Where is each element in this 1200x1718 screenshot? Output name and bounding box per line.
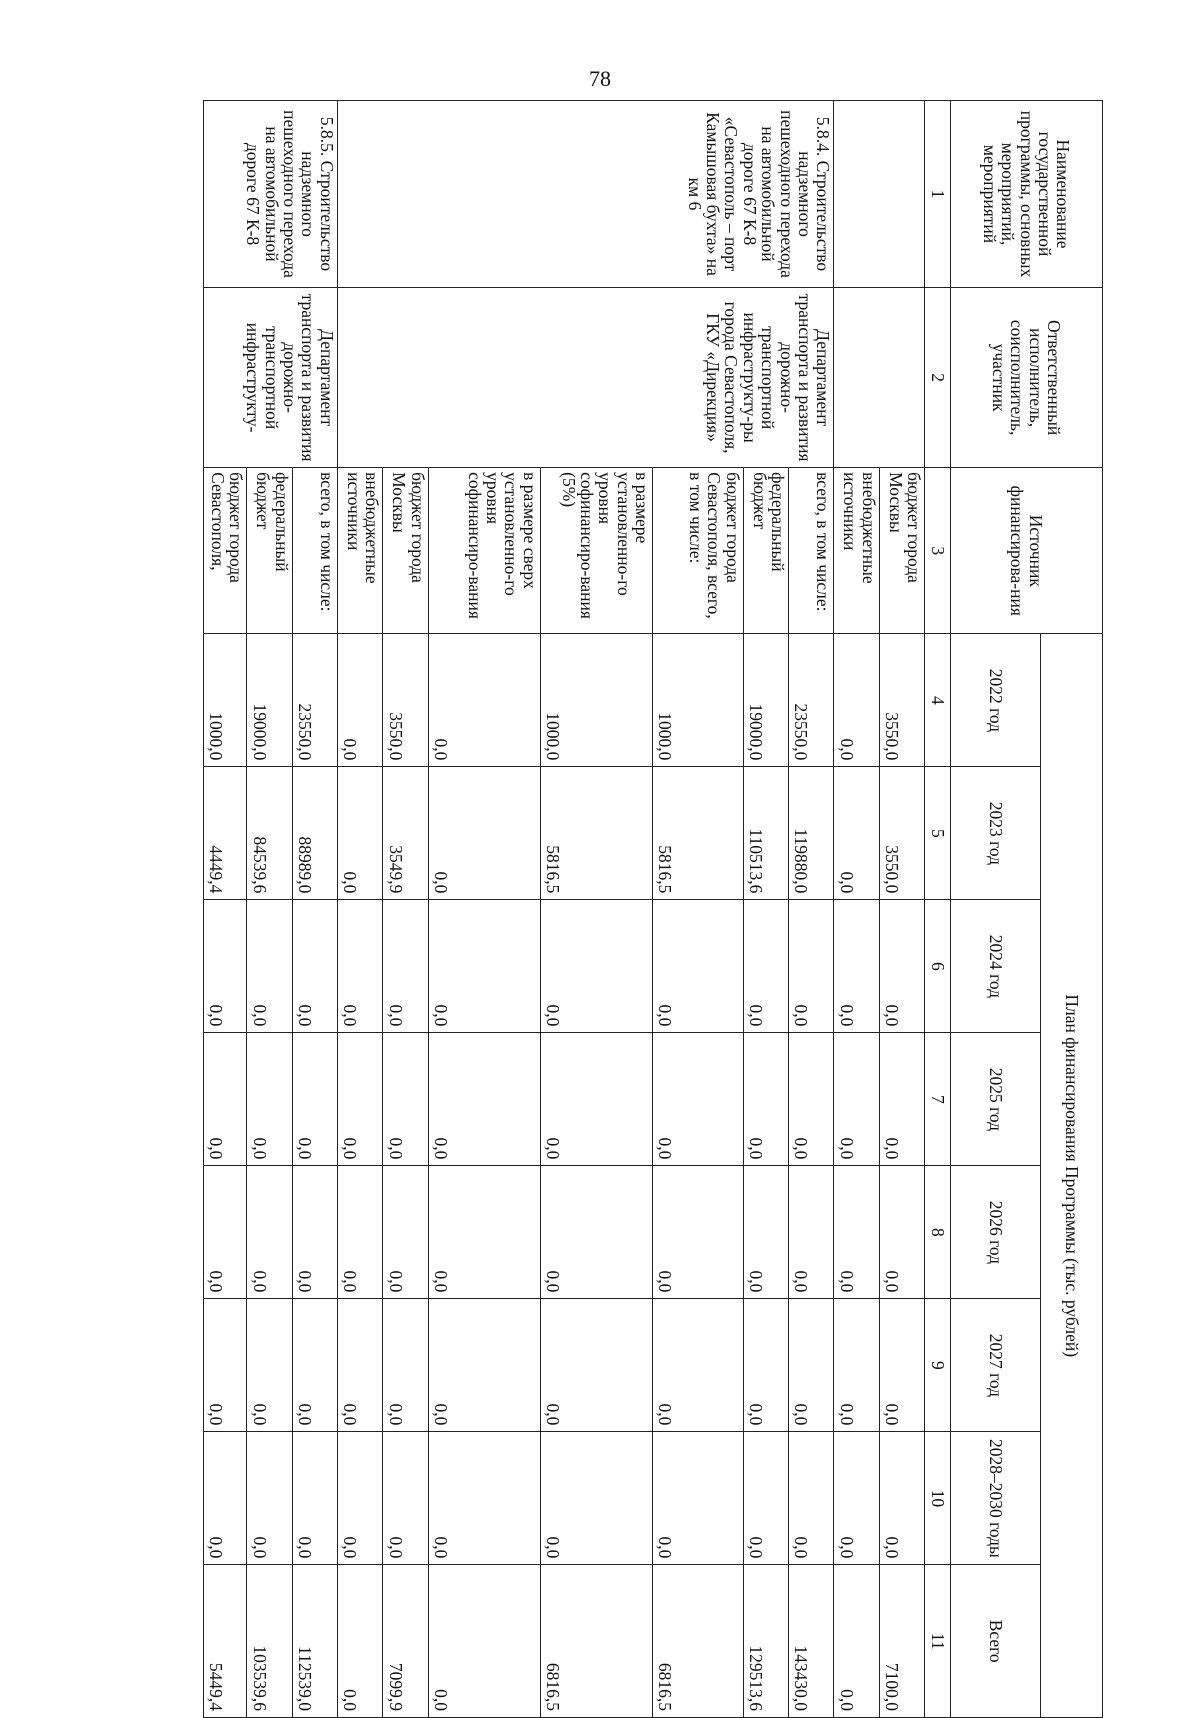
value-cell: 0,0 (337, 634, 382, 767)
value-cell: 0,0 (428, 1033, 540, 1166)
value-cell: 3550,0 (383, 634, 428, 767)
executor-cell: Департамент транспорта и развития дорожно-транспортной инфраструкту-ры города Севастополя, ГКУ «Дирекция» (337, 288, 833, 468)
value-cell: 0,0 (653, 1299, 744, 1432)
rotated-table-wrapper (203, 100, 1103, 1718)
source-cell: бюджет города Севастополя, (204, 468, 247, 634)
column-number: 9 (925, 1299, 951, 1432)
value-cell: 143430,0 (789, 1565, 834, 1718)
value-cell: 84539,6 (247, 767, 292, 900)
value-cell: 0,0 (428, 634, 540, 767)
header-year: 2025 год (951, 1033, 1041, 1166)
value-cell: 0,0 (247, 900, 292, 1033)
header-year: 2026 год (951, 1166, 1041, 1299)
value-cell: 0,0 (428, 900, 540, 1033)
page-number: 78 (589, 66, 611, 91)
value-cell: 0,0 (789, 900, 834, 1033)
header-plan: План финансирования Программы (тыс. рублей) (1041, 634, 1103, 1718)
value-cell: 0,0 (204, 1299, 247, 1432)
value-cell: 3549,9 (383, 767, 428, 900)
value-cell: 0,0 (428, 1565, 540, 1718)
source-cell: федеральный бюджет (247, 468, 292, 634)
value-cell: 0,0 (292, 1432, 337, 1565)
source-cell: федеральный бюджет (743, 468, 788, 634)
value-cell: 3550,0 (879, 634, 924, 767)
value-cell: 0,0 (428, 767, 540, 900)
value-cell: 0,0 (879, 1166, 924, 1299)
source-cell: бюджет города Москвы (383, 468, 428, 634)
value-cell: 0,0 (204, 1166, 247, 1299)
value-cell: 1000,0 (204, 634, 247, 767)
value-cell: 0,0 (337, 767, 382, 900)
value-cell: 19000,0 (247, 634, 292, 767)
column-number: 8 (925, 1166, 951, 1299)
header-year: 2023 год (951, 767, 1041, 900)
executor-cell (834, 288, 925, 468)
value-cell: 0,0 (834, 900, 879, 1033)
value-cell: 0,0 (834, 1299, 879, 1432)
value-cell: 112539,0 (292, 1565, 337, 1718)
value-cell: 0,0 (383, 1432, 428, 1565)
value-cell: 5449,4 (204, 1565, 247, 1718)
source-cell: в размере сверх установленно-го уровня софинансиро-вания (428, 468, 540, 634)
value-cell: 0,0 (292, 1033, 337, 1166)
value-cell: 0,0 (743, 1432, 788, 1565)
value-cell: 0,0 (428, 1299, 540, 1432)
value-cell: 0,0 (292, 1299, 337, 1432)
value-cell: 23550,0 (292, 634, 337, 767)
value-cell: 0,0 (879, 1033, 924, 1166)
value-cell: 0,0 (789, 1299, 834, 1432)
value-cell: 0,0 (428, 1432, 540, 1565)
source-cell: всего, в том числе: (292, 468, 337, 634)
value-cell: 129513,6 (743, 1565, 788, 1718)
header-total: Всего (951, 1565, 1041, 1718)
value-cell: 5816,5 (653, 767, 744, 900)
header-source: Источник финансирова-ния (951, 468, 1103, 634)
header-year: 2027 год (951, 1299, 1041, 1432)
program-name-cell (834, 101, 925, 288)
value-cell: 0,0 (653, 1166, 744, 1299)
value-cell: 0,0 (540, 1299, 652, 1432)
value-cell: 0,0 (743, 900, 788, 1033)
value-cell: 0,0 (540, 1432, 652, 1565)
column-number: 11 (925, 1565, 951, 1718)
value-cell: 0,0 (337, 1565, 382, 1718)
source-cell: в размере установленно-го уровня софинансиро-вания (5%) (540, 468, 652, 634)
source-cell: внебюджетные источники (834, 468, 879, 634)
value-cell: 0,0 (540, 900, 652, 1033)
value-cell: 0,0 (834, 1432, 879, 1565)
value-cell: 7099,9 (383, 1565, 428, 1718)
value-cell: 103539,6 (247, 1565, 292, 1718)
header-program-name: Наименование государственной программы, основных мероприятий, мероприятий (951, 101, 1103, 288)
value-cell: 0,0 (653, 1432, 744, 1565)
value-cell: 0,0 (834, 1033, 879, 1166)
value-cell: 0,0 (428, 1166, 540, 1299)
value-cell: 110513,6 (743, 767, 788, 900)
column-number: 3 (925, 468, 951, 634)
header-year: 2022 год (951, 634, 1041, 767)
value-cell: 0,0 (292, 1166, 337, 1299)
value-cell: 23550,0 (789, 634, 834, 767)
column-number: 4 (925, 634, 951, 767)
value-cell: 0,0 (247, 1299, 292, 1432)
value-cell: 88989,0 (292, 767, 337, 900)
value-cell: 0,0 (204, 1432, 247, 1565)
header-year: 2028–2030 годы (951, 1432, 1041, 1565)
header-executor: Ответственный исполнитель, соисполнитель, участник (951, 288, 1103, 468)
value-cell: 0,0 (653, 900, 744, 1033)
value-cell: 3550,0 (879, 767, 924, 900)
value-cell: 0,0 (653, 1033, 744, 1166)
value-cell: 0,0 (383, 1033, 428, 1166)
table-body (204, 101, 925, 1718)
value-cell: 0,0 (337, 1299, 382, 1432)
header-year: 2024 год (951, 900, 1041, 1033)
program-name-cell: 5.8.5. Строительство надземного пешеходного перехода на автомобильной дороге 67 К-8 (204, 101, 338, 288)
value-cell: 119880,0 (789, 767, 834, 900)
value-cell: 0,0 (337, 1033, 382, 1166)
value-cell: 0,0 (834, 767, 879, 900)
value-cell: 0,0 (337, 1432, 382, 1565)
value-cell: 0,0 (743, 1033, 788, 1166)
source-cell: бюджет города Севастополя, всего, в том числе: (653, 468, 744, 634)
column-number: 2 (925, 288, 951, 468)
table-row (789, 101, 834, 1718)
value-cell: 6816,5 (540, 1565, 652, 1718)
value-cell: 1000,0 (540, 634, 652, 767)
source-cell: всего, в том числе: (789, 468, 834, 634)
column-number: 7 (925, 1033, 951, 1166)
value-cell: 19000,0 (743, 634, 788, 767)
column-number: 5 (925, 767, 951, 900)
value-cell: 0,0 (743, 1299, 788, 1432)
value-cell: 0,0 (247, 1432, 292, 1565)
value-cell: 0,0 (337, 900, 382, 1033)
value-cell: 0,0 (789, 1432, 834, 1565)
value-cell: 0,0 (540, 1166, 652, 1299)
value-cell: 0,0 (204, 1033, 247, 1166)
value-cell: 0,0 (789, 1033, 834, 1166)
column-number: 1 (925, 101, 951, 288)
source-cell: бюджет города Москвы (879, 468, 924, 634)
column-number: 10 (925, 1432, 951, 1565)
value-cell: 4449,4 (204, 767, 247, 900)
table-row (879, 101, 924, 1718)
value-cell: 0,0 (383, 1166, 428, 1299)
value-cell: 0,0 (337, 1166, 382, 1299)
value-cell: 0,0 (879, 900, 924, 1033)
value-cell: 0,0 (292, 900, 337, 1033)
column-number: 6 (925, 900, 951, 1033)
value-cell: 0,0 (834, 1565, 879, 1718)
value-cell: 0,0 (834, 634, 879, 767)
source-cell: внебюджетные источники (337, 468, 382, 634)
value-cell: 0,0 (383, 1299, 428, 1432)
value-cell: 0,0 (879, 1432, 924, 1565)
value-cell: 0,0 (834, 1166, 879, 1299)
financing-table (203, 100, 1103, 1718)
value-cell: 0,0 (247, 1166, 292, 1299)
program-name-cell: 5.8.4. Строительство надземного пешеходного перехода на автомобильной дороге 67 К-8 «Севастополь – порт Камышовая бухта» на км 6 (337, 101, 833, 288)
value-cell: 0,0 (743, 1166, 788, 1299)
table-row (292, 101, 337, 1718)
value-cell: 0,0 (879, 1299, 924, 1432)
value-cell: 7100,0 (879, 1565, 924, 1718)
value-cell: 0,0 (789, 1166, 834, 1299)
value-cell: 1000,0 (653, 634, 744, 767)
value-cell: 5816,5 (540, 767, 652, 900)
value-cell: 6816,5 (653, 1565, 744, 1718)
value-cell: 0,0 (247, 1033, 292, 1166)
executor-cell: Департамент транспорта и развития дорожно-транспортной инфраструкту- (204, 288, 338, 468)
value-cell: 0,0 (540, 1033, 652, 1166)
value-cell: 0,0 (383, 900, 428, 1033)
value-cell: 0,0 (204, 900, 247, 1033)
